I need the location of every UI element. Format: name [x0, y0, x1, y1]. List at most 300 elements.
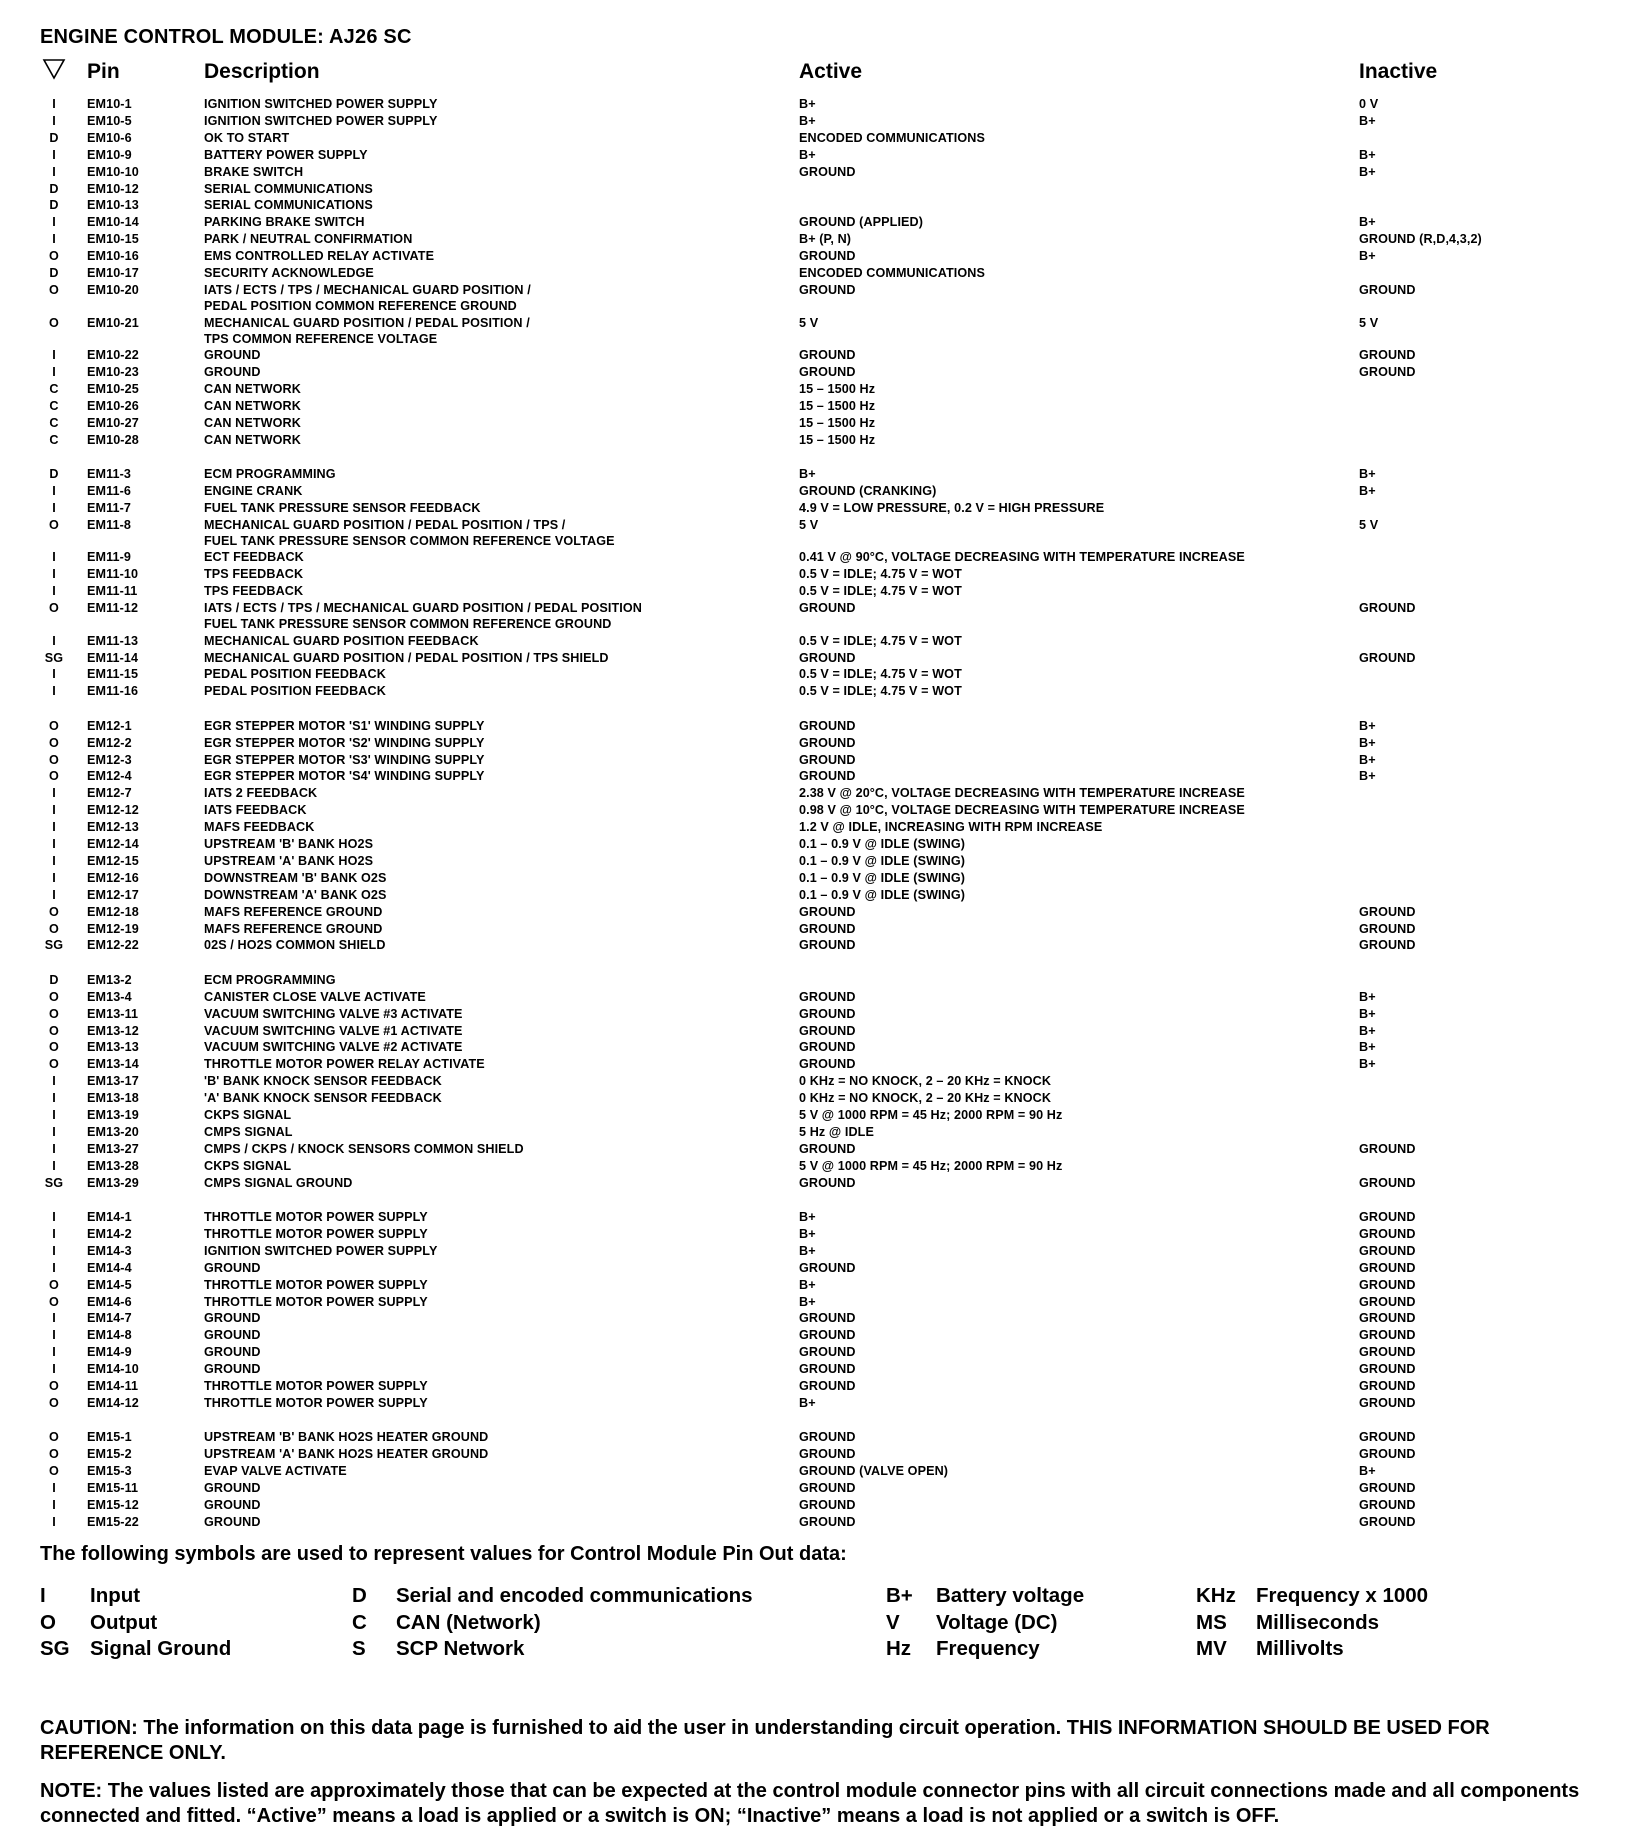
inactive-value: B+	[1359, 1040, 1376, 1055]
pin-type: I	[52, 113, 56, 128]
inactive-value: GROUND	[1359, 904, 1416, 919]
pin-type: I	[52, 870, 56, 885]
pin-id: EM11-3	[87, 467, 132, 481]
pin-id: EM10-1	[87, 97, 132, 111]
active-value: 0.1 – 0.9 V @ IDLE (SWING)	[799, 887, 966, 902]
pin-type: O	[49, 1023, 59, 1038]
pin-id: EM10-17	[87, 266, 139, 280]
pin-id: EM11-8	[87, 517, 132, 532]
pin-description: 'A' BANK KNOCK SENSOR FEEDBACK	[204, 1091, 442, 1106]
inactive-value: B+	[1359, 718, 1376, 733]
active-value: GROUND	[799, 938, 856, 953]
pin-id: EM13-13	[87, 1040, 139, 1055]
legend-symbol: D	[352, 1584, 367, 1607]
active-value: GROUND	[799, 348, 856, 363]
pin-id: EM14-2	[87, 1226, 132, 1241]
pin-id: EM13-20	[87, 1124, 139, 1139]
pin-description: IGNITION SWITCHED POWER SUPPLY	[204, 97, 438, 111]
pin-type: I	[52, 97, 56, 111]
pin-id: EM12-12	[87, 803, 139, 818]
pin-description: MAFS FEEDBACK	[204, 820, 315, 835]
active-value: GROUND	[799, 989, 856, 1004]
pin-id: EM15-2	[87, 1447, 132, 1462]
page-title: ENGINE CONTROL MODULE: AJ26 SC	[40, 26, 412, 48]
header-inactive: Inactive	[1359, 60, 1438, 83]
legend-meaning: Input	[90, 1584, 141, 1607]
active-value: 15 – 1500 Hz	[799, 432, 876, 447]
active-value: GROUND	[799, 365, 856, 379]
pin-description: IATS 2 FEEDBACK	[204, 786, 318, 801]
inactive-value: B+	[1359, 1023, 1376, 1038]
pin-id: EM14-7	[87, 1311, 132, 1326]
active-value: 0.5 V = IDLE; 4.75 V = WOT	[799, 684, 962, 699]
pin-type: C	[49, 415, 59, 430]
pin-description: DOWNSTREAM 'B' BANK O2S	[204, 870, 387, 885]
active-value: B+	[799, 1395, 816, 1410]
pin-description: CKPS SIGNAL	[204, 1158, 292, 1173]
pin-description: THROTTLE MOTOR POWER SUPPLY	[204, 1294, 428, 1309]
legend-meaning: Frequency	[936, 1637, 1040, 1660]
pin-description: IATS / ECTS / TPS / MECHANICAL GUARD POSITION / PEDAL POSITION COMMON REFERENCE GROUND	[204, 282, 531, 314]
pin-id: EM15-12	[87, 1497, 139, 1512]
pin-type: O	[49, 601, 59, 615]
pin-description: VACUUM SWITCHING VALVE #3 ACTIVATE	[204, 1006, 463, 1021]
active-value: GROUND	[799, 1430, 856, 1445]
header-active: Active	[799, 60, 863, 83]
inactive-value: B+	[1359, 483, 1376, 498]
header-pin: Pin	[87, 60, 120, 83]
legend-symbol: KHz	[1196, 1584, 1236, 1607]
pin-description: FUEL TANK PRESSURE SENSOR FEEDBACK	[204, 500, 481, 515]
pin-id: EM13-12	[87, 1023, 139, 1038]
inactive-value: GROUND	[1359, 601, 1416, 615]
inactive-value: GROUND (R,D,4,3,2)	[1359, 232, 1482, 247]
pin-type: I	[52, 550, 56, 565]
active-value: B+	[799, 113, 816, 128]
active-value: GROUND	[799, 1260, 856, 1275]
legend-symbol: MV	[1196, 1637, 1227, 1660]
inactive-value: GROUND	[1359, 1345, 1416, 1360]
active-value: 0.1 – 0.9 V @ IDLE (SWING)	[799, 870, 966, 885]
pin-id: EM15-1	[87, 1430, 132, 1445]
active-value: GROUND	[799, 249, 856, 264]
pin-type: O	[49, 1277, 59, 1292]
inactive-value: GROUND	[1359, 1379, 1416, 1393]
pin-id: EM13-14	[87, 1057, 139, 1072]
active-value: GROUND	[799, 1379, 856, 1393]
inactive-value: GROUND	[1359, 1328, 1416, 1343]
pin-id: EM14-10	[87, 1362, 139, 1377]
pin-description: CMPS SIGNAL GROUND	[204, 1175, 353, 1190]
pin-type: I	[52, 500, 56, 515]
pin-type: I	[52, 667, 56, 682]
pin-type: C	[49, 398, 59, 413]
inactive-value: B+	[1359, 735, 1376, 750]
pin-type: O	[49, 904, 59, 919]
pin-description: GROUND	[204, 1260, 261, 1275]
pin-id: EM13-4	[87, 989, 132, 1004]
pin-id: EM14-3	[87, 1243, 132, 1258]
active-value: GROUND	[799, 601, 856, 615]
active-value: 0.98 V @ 10°C, VOLTAGE DECREASING WITH TEMPERATURE INCREASE	[799, 803, 1245, 818]
legend-symbol: I	[40, 1584, 46, 1607]
active-value: GROUND	[799, 1345, 856, 1360]
pin-id: EM14-12	[87, 1395, 139, 1410]
pin-id: EM12-16	[87, 870, 139, 885]
inactive-value: B+	[1359, 164, 1376, 179]
inactive-value: GROUND	[1359, 282, 1416, 297]
active-value: B+	[799, 1294, 816, 1309]
pin-id: EM10-22	[87, 348, 139, 363]
inactive-value: GROUND	[1359, 1243, 1416, 1258]
pin-type: I	[52, 1108, 56, 1122]
pin-description: SECURITY ACKNOWLEDGE	[204, 266, 374, 280]
pin-id: EM12-18	[87, 904, 139, 919]
inactive-value: GROUND	[1359, 1395, 1416, 1410]
pin-id: EM12-7	[87, 786, 132, 801]
pin-id: EM12-1	[87, 718, 132, 733]
pin-id: EM14-4	[87, 1260, 132, 1275]
active-value: B+ (P, N)	[799, 232, 852, 247]
pin-id: EM15-3	[87, 1464, 132, 1479]
pin-id: EM15-11	[87, 1481, 139, 1495]
pin-type: O	[49, 718, 59, 733]
pin-description: EGR STEPPER MOTOR 'S2' WINDING SUPPLY	[204, 735, 485, 750]
pin-description: CMPS / CKPS / KNOCK SENSORS COMMON SHIELD	[204, 1141, 524, 1156]
pin-description: ECT FEEDBACK	[204, 550, 304, 565]
active-value: 2.38 V @ 20°C, VOLTAGE DECREASING WITH TEMPERATURE INCREASE	[799, 786, 1245, 801]
pin-description: GROUND	[204, 1362, 261, 1377]
pin-id: EM14-9	[87, 1345, 132, 1360]
pin-id: EM11-12	[87, 601, 139, 615]
pin-type: I	[52, 1243, 56, 1258]
legend-meaning: SCP Network	[396, 1637, 525, 1660]
pin-description: OK TO START	[204, 130, 290, 145]
pin-type: O	[49, 1057, 59, 1072]
pin-type: I	[52, 1311, 56, 1326]
pin-type: I	[52, 1226, 56, 1241]
pin-id: EM12-19	[87, 921, 139, 936]
inactive-value: B+	[1359, 752, 1376, 767]
active-value: GROUND	[799, 904, 856, 919]
pin-type: SG	[44, 1175, 64, 1190]
pin-description: CKPS SIGNAL	[204, 1108, 292, 1122]
pin-description: MECHANICAL GUARD POSITION / PEDAL POSITION / TPS SHIELD	[204, 650, 609, 665]
active-value: B+	[799, 1243, 816, 1258]
pin-type: I	[52, 1260, 56, 1275]
pin-type: I	[52, 1141, 56, 1156]
pin-description: MAFS REFERENCE GROUND	[204, 904, 383, 919]
pin-description: PEDAL POSITION FEEDBACK	[204, 684, 386, 699]
active-value: GROUND	[799, 921, 856, 936]
pin-id: EM12-22	[87, 938, 139, 953]
pin-id: EM14-5	[87, 1277, 132, 1292]
active-value: GROUND	[799, 1328, 856, 1343]
pin-description: THROTTLE MOTOR POWER SUPPLY	[204, 1277, 428, 1292]
pin-id: EM12-17	[87, 887, 139, 902]
pin-id: EM13-27	[87, 1141, 139, 1156]
active-value: GROUND	[799, 1481, 856, 1495]
pin-description: CMPS SIGNAL	[204, 1124, 293, 1139]
active-value: GROUND	[799, 164, 856, 179]
active-value: 0 KHz = NO KNOCK, 2 – 20 KHz = KNOCK	[799, 1074, 1052, 1089]
pin-id: EM12-14	[87, 837, 139, 851]
inactive-value: B+	[1359, 769, 1376, 784]
pin-type: O	[49, 249, 59, 264]
pin-description: MECHANICAL GUARD POSITION FEEDBACK	[204, 633, 479, 648]
active-value: GROUND	[799, 650, 856, 665]
pin-type: O	[49, 735, 59, 750]
active-value: GROUND (CRANKING)	[799, 483, 937, 498]
pin-type: O	[49, 1464, 59, 1479]
pin-type: I	[52, 803, 56, 818]
active-value: B+	[799, 1277, 816, 1292]
pin-type: D	[49, 130, 59, 145]
inactive-value: GROUND	[1359, 1447, 1416, 1462]
pin-id: EM10-20	[87, 282, 139, 297]
legend-meaning: Frequency x 1000	[1256, 1584, 1429, 1607]
active-value: 15 – 1500 Hz	[799, 381, 876, 396]
pin-description: BRAKE SWITCH	[204, 164, 304, 179]
legend-symbol: S	[352, 1637, 366, 1660]
pin-description: 02S / HO2S COMMON SHIELD	[204, 938, 386, 953]
pin-type: I	[52, 215, 56, 230]
pin-id: EM10-23	[87, 365, 139, 379]
active-value: 15 – 1500 Hz	[799, 398, 876, 413]
pin-id: EM11-14	[87, 650, 139, 665]
pin-description: CANISTER CLOSE VALVE ACTIVATE	[204, 989, 426, 1004]
pin-type: I	[52, 1124, 56, 1139]
pin-type: O	[49, 1040, 59, 1055]
pin-description: EGR STEPPER MOTOR 'S1' WINDING SUPPLY	[204, 718, 485, 733]
pin-type: I	[52, 1481, 56, 1495]
note-text: NOTE: The values listed are approximately those that can be expected at the control module connector pins with all circuit connections made and all components connected and fitted. “Active” means a load is applied or a switch is ON; “Inactive” means a load is not applied or a switch is OFF.	[40, 1780, 1580, 1827]
pin-id: EM12-15	[87, 853, 139, 868]
pin-type: O	[49, 1447, 59, 1462]
pin-type: O	[49, 1379, 59, 1393]
pin-id: EM11-13	[87, 633, 139, 648]
inactive-value: 5 V	[1359, 315, 1379, 330]
pin-id: EM10-25	[87, 381, 139, 396]
pin-description: VACUUM SWITCHING VALVE #2 ACTIVATE	[204, 1040, 463, 1055]
pin-id: EM11-10	[87, 567, 139, 582]
pin-type: O	[49, 769, 59, 784]
inactive-value: GROUND	[1359, 1210, 1416, 1224]
legend-symbol: SG	[40, 1637, 70, 1660]
active-value: 1.2 V @ IDLE, INCREASING WITH RPM INCREASE	[799, 820, 1103, 835]
pin-description: SERIAL COMMUNICATIONS	[204, 181, 373, 196]
pin-type: D	[49, 972, 59, 987]
active-value: 5 V @ 1000 RPM = 45 Hz; 2000 RPM = 90 Hz	[799, 1158, 1063, 1173]
pin-id: EM12-3	[87, 752, 132, 767]
inactive-value: GROUND	[1359, 1226, 1416, 1241]
pin-type: SG	[44, 938, 64, 953]
pin-id: EM14-6	[87, 1294, 132, 1309]
legend-meaning: CAN (Network)	[396, 1611, 541, 1634]
pin-type: I	[52, 786, 56, 801]
pin-description: IGNITION SWITCHED POWER SUPPLY	[204, 1243, 438, 1258]
pin-type: I	[52, 1210, 56, 1224]
pin-description: CAN NETWORK	[204, 381, 301, 396]
active-value: GROUND	[799, 1447, 856, 1462]
inactive-value: GROUND	[1359, 348, 1416, 363]
active-value: GROUND	[799, 735, 856, 750]
pin-type: C	[49, 381, 59, 396]
pin-id: EM12-4	[87, 769, 132, 784]
pin-description: THROTTLE MOTOR POWER RELAY ACTIVATE	[204, 1057, 485, 1072]
pin-id: EM10-21	[87, 315, 139, 330]
header-description: Description	[204, 60, 320, 83]
inactive-value: B+	[1359, 249, 1376, 264]
pin-description: THROTTLE MOTOR POWER SUPPLY	[204, 1210, 428, 1224]
inactive-value: GROUND	[1359, 650, 1416, 665]
pin-description: SERIAL COMMUNICATIONS	[204, 198, 373, 213]
active-value: ENCODED COMMUNICATIONS	[799, 130, 985, 145]
pin-type: O	[49, 752, 59, 767]
pin-id: EM11-7	[87, 500, 132, 515]
pin-type: I	[52, 1514, 56, 1529]
pin-description: GROUND	[204, 1328, 261, 1343]
pin-description: GROUND	[204, 365, 261, 379]
pin-id: EM13-29	[87, 1175, 139, 1190]
pin-id: EM13-17	[87, 1074, 139, 1089]
pin-id: EM10-12	[87, 181, 139, 196]
active-value: GROUND	[799, 1311, 856, 1326]
legend-symbol: C	[352, 1611, 367, 1634]
inactive-value: B+	[1359, 1006, 1376, 1021]
pin-description: CAN NETWORK	[204, 432, 301, 447]
pin-id: EM11-11	[87, 584, 138, 599]
pin-id: EM10-6	[87, 130, 132, 145]
active-value: 0.1 – 0.9 V @ IDLE (SWING)	[799, 853, 966, 868]
pin-type: I	[52, 232, 56, 247]
inactive-value: GROUND	[1359, 938, 1416, 953]
active-value: B+	[799, 97, 816, 111]
pin-type: I	[52, 483, 56, 498]
inactive-value: B+	[1359, 1057, 1376, 1072]
pin-description: IGNITION SWITCHED POWER SUPPLY	[204, 113, 438, 128]
pin-type: I	[52, 348, 56, 363]
active-value: 0 KHz = NO KNOCK, 2 – 20 KHz = KNOCK	[799, 1091, 1052, 1106]
inactive-value: B+	[1359, 113, 1376, 128]
pin-type: O	[49, 921, 59, 936]
pin-description: CAN NETWORK	[204, 415, 301, 430]
pin-id: EM13-19	[87, 1108, 139, 1122]
pin-type: I	[52, 1074, 56, 1089]
active-value: 0.5 V = IDLE; 4.75 V = WOT	[799, 584, 962, 599]
pin-id: EM13-2	[87, 972, 132, 987]
pin-type: I	[52, 1497, 56, 1512]
pin-id: EM12-2	[87, 735, 132, 750]
legend-meaning: Output	[90, 1611, 158, 1634]
inactive-value: 5 V	[1359, 517, 1379, 532]
active-value: GROUND	[799, 1141, 856, 1156]
pin-description: MECHANICAL GUARD POSITION / PEDAL POSITION / TPS COMMON REFERENCE VOLTAGE	[204, 315, 530, 346]
inactive-value: GROUND	[1359, 1260, 1416, 1275]
pin-id: EM13-18	[87, 1091, 139, 1106]
active-value: GROUND	[799, 1040, 856, 1055]
pin-type: O	[49, 1294, 59, 1309]
pin-type: O	[49, 517, 59, 532]
pin-description: UPSTREAM 'A' BANK HO2S HEATER GROUND	[204, 1447, 489, 1462]
inactive-value: B+	[1359, 1464, 1376, 1479]
pin-description: UPSTREAM 'B' BANK HO2S	[204, 837, 374, 851]
pin-description: MECHANICAL GUARD POSITION / PEDAL POSITION / TPS / FUEL TANK PRESSURE SENSOR COMMON REFERENCE VOLTAGE	[204, 517, 615, 548]
pin-id: EM11-15	[87, 667, 139, 682]
pin-type: I	[52, 1345, 56, 1360]
pin-type: D	[49, 266, 59, 280]
pin-description: DOWNSTREAM 'A' BANK O2S	[204, 887, 387, 902]
pin-description: CAN NETWORK	[204, 398, 301, 413]
pin-type: O	[49, 989, 59, 1004]
pin-id: EM10-5	[87, 113, 132, 128]
active-value: GROUND	[799, 769, 856, 784]
pin-id: EM15-22	[87, 1514, 139, 1529]
pin-description: ECM PROGRAMMING	[204, 467, 336, 481]
pin-type: D	[49, 181, 59, 196]
pin-type: I	[52, 567, 56, 582]
pin-id: EM10-15	[87, 232, 139, 247]
active-value: B+	[799, 1226, 816, 1241]
legend-symbol: B+	[886, 1584, 913, 1607]
legend-symbol: V	[886, 1611, 900, 1634]
pin-type: I	[52, 887, 56, 902]
pin-description: THROTTLE MOTOR POWER SUPPLY	[204, 1395, 428, 1410]
table-header	[0, 60, 1632, 88]
pin-id: EM10-9	[87, 147, 132, 162]
pin-type: I	[52, 147, 56, 162]
pin-type: O	[49, 315, 59, 330]
pin-id: EM14-11	[87, 1379, 139, 1393]
legend-symbol: MS	[1196, 1611, 1227, 1634]
pin-type: O	[49, 1430, 59, 1445]
pin-description: VACUUM SWITCHING VALVE #1 ACTIVATE	[204, 1023, 463, 1038]
pin-type: O	[49, 1395, 59, 1410]
inactive-value: GROUND	[1359, 1294, 1416, 1309]
pin-description: UPSTREAM 'A' BANK HO2S	[204, 853, 374, 868]
pin-id: EM14-1	[87, 1210, 132, 1224]
caution-text: CAUTION: The information on this data page is furnished to aid the user in understanding circuit operation. THIS INFORMATION SHOULD BE USED FOR REFERENCE ONLY.	[40, 1717, 1490, 1764]
active-value: GROUND (VALVE OPEN)	[799, 1464, 949, 1479]
active-value: GROUND	[799, 718, 856, 733]
pin-type: I	[52, 1091, 56, 1106]
pin-id: EM12-13	[87, 820, 139, 835]
pin-type: I	[52, 1362, 56, 1377]
pin-type: D	[49, 467, 59, 481]
pin-description: BATTERY POWER SUPPLY	[204, 147, 368, 162]
active-value: 5 V	[799, 315, 819, 330]
pin-description: EGR STEPPER MOTOR 'S3' WINDING SUPPLY	[204, 752, 485, 767]
pin-description: IATS FEEDBACK	[204, 803, 307, 818]
pin-id: EM10-28	[87, 432, 139, 447]
inactive-value: GROUND	[1359, 1311, 1416, 1326]
pin-description: 'B' BANK KNOCK SENSOR FEEDBACK	[204, 1074, 442, 1089]
pin-description: TPS FEEDBACK	[204, 567, 304, 582]
active-value: GROUND	[799, 752, 856, 767]
pin-type: SG	[44, 650, 64, 665]
active-value: 0.5 V = IDLE; 4.75 V = WOT	[799, 567, 962, 582]
pin-description: PARK / NEUTRAL CONFIRMATION	[204, 232, 413, 247]
inactive-value: GROUND	[1359, 365, 1416, 379]
pin-id: EM11-9	[87, 550, 132, 565]
pin-description: MAFS REFERENCE GROUND	[204, 921, 383, 936]
active-value: 15 – 1500 Hz	[799, 415, 876, 430]
pin-id: EM13-11	[87, 1006, 139, 1021]
pin-description: UPSTREAM 'B' BANK HO2S HEATER GROUND	[204, 1430, 489, 1445]
pin-id: EM11-6	[87, 483, 132, 498]
active-value: 5 V @ 1000 RPM = 45 Hz; 2000 RPM = 90 Hz	[799, 1108, 1063, 1122]
pin-description: TPS FEEDBACK	[204, 584, 304, 599]
